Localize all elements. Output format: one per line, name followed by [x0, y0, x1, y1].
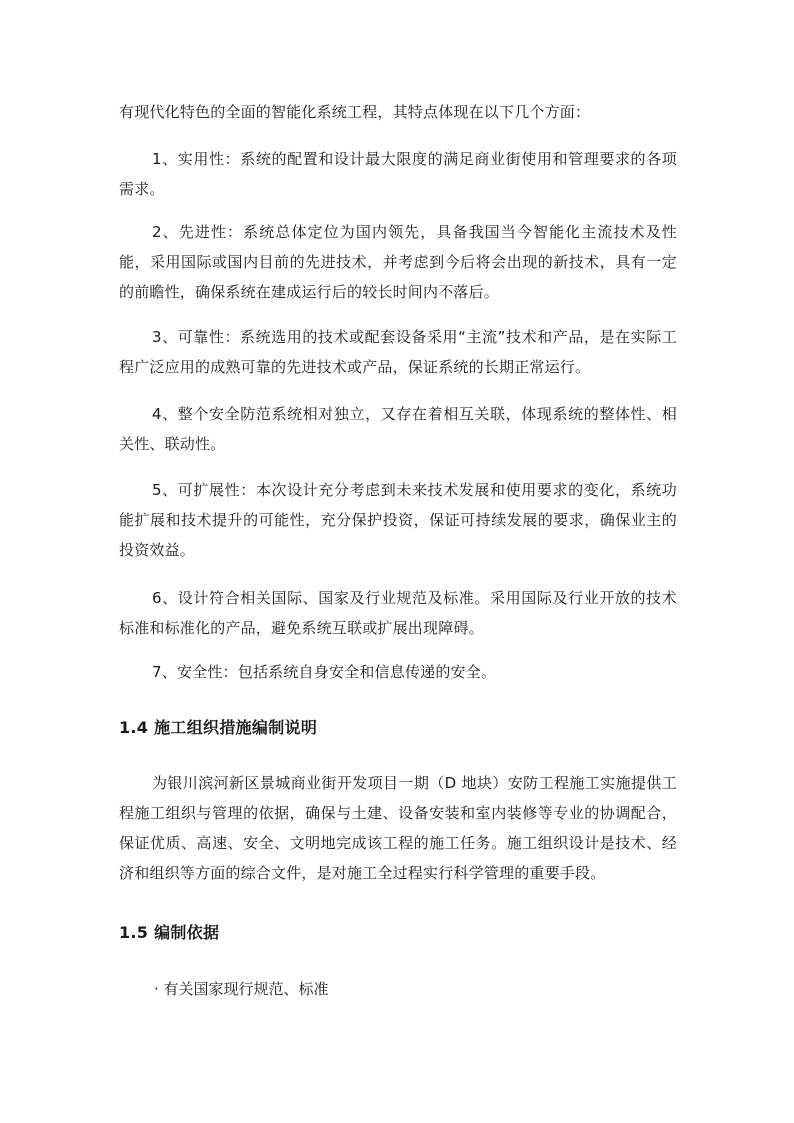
list-item-national-standards: · 有关国家现行规范、标准: [154, 980, 329, 998]
feature-item-reliability: 3、可靠性：系统选用的技术或配套设备采用“主流”技术和产品，是在实际工程广泛应用的成熟可靠的先进技术或产品，保证系统的长期正常运行。: [119, 328, 677, 376]
section-heading-1-5: 1.5 编制依据: [119, 923, 220, 942]
feature-item-standards: 6、设计符合相关国际、国家及行业规范及标准。采用国际及行业开放的技术标准和标准化的产品，避免系统互联或扩展出现障碍。: [119, 589, 677, 637]
feature-item-practicality: 1、实用性：系统的配置和设计最大限度的满足商业街使用和管理要求的各项需求。: [119, 150, 677, 198]
intro-paragraph: 有现代化特色的全面的智能化系统工程，其特点体现在以下几个方面：: [119, 103, 591, 121]
feature-item-integration: 4、整个安全防范系统相对独立，又存在着相互关联，体现系统的整体性、相关性、联动性。: [119, 405, 677, 453]
feature-item-extensibility: 5、可扩展性：本次设计充分考虑到未来技术发展和使用要求的变化，系统功能扩展和技术提升的可能性，充分保护投资，保证可持续发展的要求，确保业主的投资效益。: [119, 481, 677, 559]
section-1-4-body: 为银川滨河新区景城商业街开发项目一期（D 地块）安防工程施工实施提供工程施工组织与管理的依据，确保与土建、设备安装和室内装修等专业的协调配合，保证优质、高速、安全、文明地完成该工程的施工任务。施工组织设计是技术、经济和组织等方面的综合文件，是对施工全过程实行科学管理的重要手段。: [119, 774, 677, 882]
feature-item-security: 7、安全性：包括系统自身安全和信息传递的安全。: [152, 663, 497, 681]
feature-item-advancement: 2、先进性：系统总体定位为国内领先，具备我国当今智能化主流技术及性能，采用国际或国内目前的先进技术，并考虑到今后将会出现的新技术，具有一定的前瞻性，确保系统在建成运行后的较长时间内不落后。: [119, 223, 677, 301]
section-heading-1-4: 1.4 施工组织措施编制说明: [119, 718, 318, 737]
